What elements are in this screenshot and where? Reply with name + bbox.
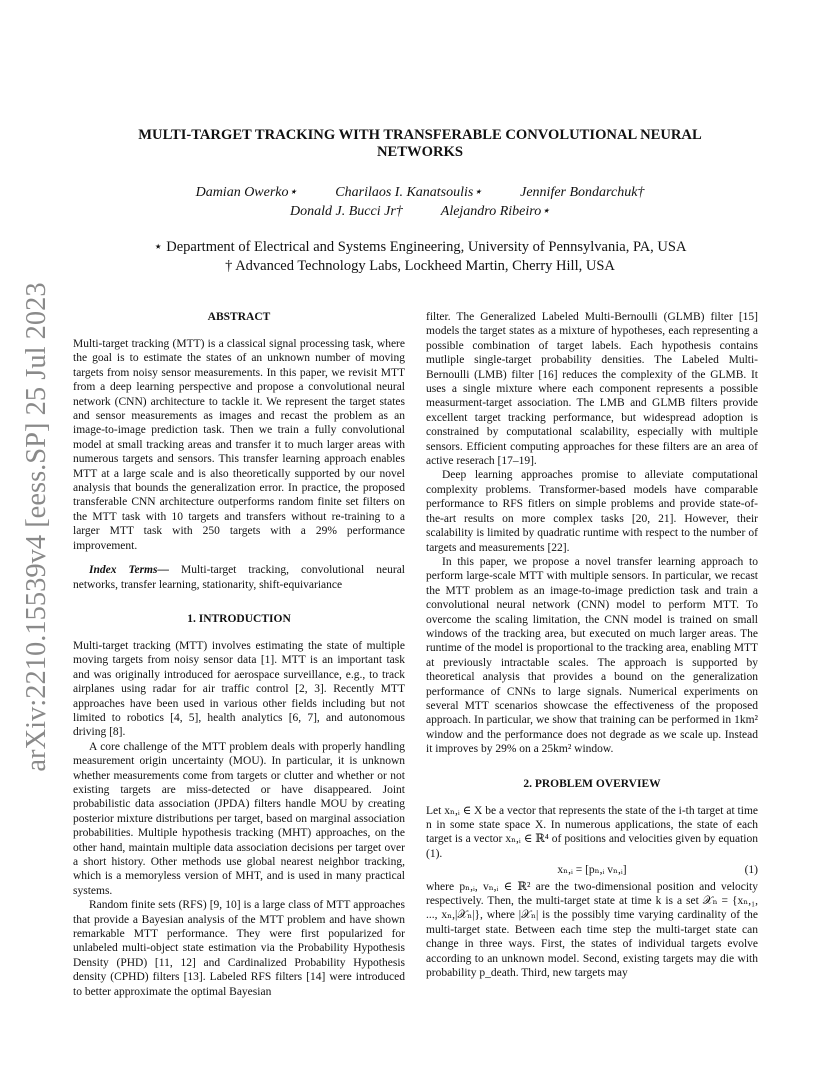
paragraph: Deep learning approaches promise to alleviate computational complexity problems. Transformer-based models have comparable performance to RFS fitlers on simple problems and provide state-of-the-art results on more complex tasks [20, 21]. However, their scalability is limited by quadratic runtime with respect to the number of targets and measurements [22].: [426, 469, 758, 554]
paragraph: where pₙ,ᵢ, vₙ,ᵢ ∈ ℝ² are the two-dimensional position and velocity respectively. Then, the multi-target state at time k is a set 𝒳ₙ = {xₙ,₁, ..., xₙ,|𝒳ₙ|}, where |𝒳ₙ| is the possibly time varying cardinality of the multi-target state. Between each time step the multi-target state can change in three ways. First, the states of individual targets evolve according to an unknown model. Second, existing targets may die with probability p_death. Third, new targets may: [426, 880, 758, 980]
author: Jennifer Bondarchuk†: [520, 185, 645, 200]
paragraph: A core challenge of the MTT problem deals with properly handling measurement origin uncertainty (MOU). In particular, it is unknown whether measurements come from targets or clutter and whether or not existing targets are miss-detected or have disappeared. Joint probabilistic data association (JPDA) filters handle MOU by creating posterior mixture distributions per target, based on marginal association probabilities. Multiple hypothesis tracking (MHT) approaches, on the other hand, maintain multiple data association decisions per target over a short history. Other methods use global nearest neighbor tracking, which is a memoryless version of MHT, and is used in many practical systems.: [73, 740, 405, 897]
equation-body: xₙ,ᵢ = [pₙ,ᵢ vₙ,ᵢ]: [557, 864, 627, 877]
section-heading: 2. PROBLEM OVERVIEW: [523, 777, 661, 790]
author: Alejandro Ribeiro⋆: [440, 204, 550, 219]
author: Damian Owerko⋆: [195, 185, 298, 200]
index-terms-text: Multi-target tracking, convolutional neural networks, transfer learning, stationarity, shift-equivariance: [73, 564, 405, 591]
left-column: [73, 310, 405, 999]
author: Charilaos I. Kanatsoulis⋆: [335, 185, 483, 200]
affiliation: ⋆ Department of Electrical and Systems Engineering, University of Pennsylvania, PA, USA: [153, 239, 687, 255]
paragraph: In this paper, we propose a novel transfer learning approach to perform large-scale MTT with multiple sensors. In particular, we recast the MTT problem as an image-to-image prediction task and train a convolutional neural network (CNN) model to perform MTT. To overcome the scaling limitation, the CNN model is trained on small windows of the tracking area, but executed on much larger areas. The runtime of the model is proportional to the tracking area, enabling MTT at previously intractable scales. The approach is supported by theoretical analysis that provides a bound on the generalization performance of CNNs to large signals. Numerical experiments on several MTT scenarios showcase the effectiveness of the proposed approach. In particular, we show that training can be performed in 1km² window and the performance does not degrade as we scale up. Instead it improves by 29% on a 25km² window.: [426, 555, 758, 756]
arxiv-identifier: arXiv:2210.15539v4 [eess.SP] 25 Jul 2023: [21, 282, 52, 772]
paragraph: filter. The Generalized Labeled Multi-Bernoulli (GLMB) filter [15] models the target states as a mixture of hypotheses, each representing a possible combination of target labels. Each hypothesis contains mutliple single-target probability densities. The Labeled Multi-Bernoulli (LMB) filter [16] reduces the complexity of the GLMB. It uses a single mixture where each component represents a possible measurment-target association. The LMB and GLMB filters provide excellent target tracking performance, but widespread adoption is constrained by computational scalability, especially with multiple sensors. Efficient computing approaches for these filters are an area of active reserach [17–19].: [426, 311, 758, 468]
index-terms: [73, 563, 405, 592]
affiliations: [100, 238, 740, 276]
abstract-text: Multi-target tracking (MTT) is a classical signal processing task, where the goal is to estimate the states of an unknown number of moving targets from noisy sensor measurements. In this paper, we revisit MTT from a deep learning perspective and propose a convolutional neural network (CNN) architecture to tackle it. We represent the target states and sensor measurements as images and recast the problem as an image-to-image prediction task. Then we train a fully convolutional model at small tracking areas and transfer it to much larger areas with numerous targets and sensors. This transfer learning approach enables MTT at a large scale and is also theoretically supported by our novel analysis that bounds the generalization error. In practice, the proposed transferable CNN architecture outperforms random finite set filters on the MTT task with 10 targets and transfers without re-training to a larger MTT task with 250 targets with a 29% performance improvement.: [73, 338, 405, 552]
equation: [426, 863, 758, 877]
affiliation: † Advanced Technology Labs, Lockheed Martin, Cherry Hill, USA: [225, 258, 615, 274]
author: Donald J. Bucci Jr†: [290, 204, 403, 219]
right-column: [426, 310, 758, 980]
paper-title: MULTI-TARGET TRACKING WITH TRANSFERABLE CONVOLUTIONAL NEURAL NETWORKS: [138, 127, 702, 160]
paragraph: Random finite sets (RFS) [9, 10] is a large class of MTT approaches that provide a Bayesian analysis of the MTT problem and have shown remarkable MTT performance. They were first popularized for unlabeled multi-object state estimation via the Probability Hypothesis Density (PHD) [11, 12] and Cardinalized Probability Hypothesis density (CPHD) filters [13]. Labeled RFS filters [14] were introduced to better approximate the optimal Bayesian: [73, 899, 405, 998]
authors: [100, 183, 740, 221]
equation-number: (1): [744, 864, 758, 877]
paragraph: Let xₙ,ᵢ ∈ X be a vector that represents the state of the i-th target at time n in some state space X. In numerous applications, the state of each target is a vector xₙ,ᵢ ∈ ℝ⁴ of positions and velocities given by equation (1).: [426, 804, 758, 860]
index-terms-label: Index Terms—: [89, 564, 169, 577]
section-heading: 1. INTRODUCTION: [187, 612, 291, 625]
paragraph: Multi-target tracking (MTT) involves estimating the state of multiple moving targets from noisy sensor data [1]. MTT is an important task and was originally introduced for aerospace surveillance, e.g., to track airplanes using radar for air traffic control [2, 3]. Recently MTT approaches have been used in various other fields including but not limited to robotics [4, 5], health analytics [6, 7], and autonomous driving [8].: [73, 639, 405, 739]
abstract-heading: ABSTRACT: [207, 311, 271, 323]
